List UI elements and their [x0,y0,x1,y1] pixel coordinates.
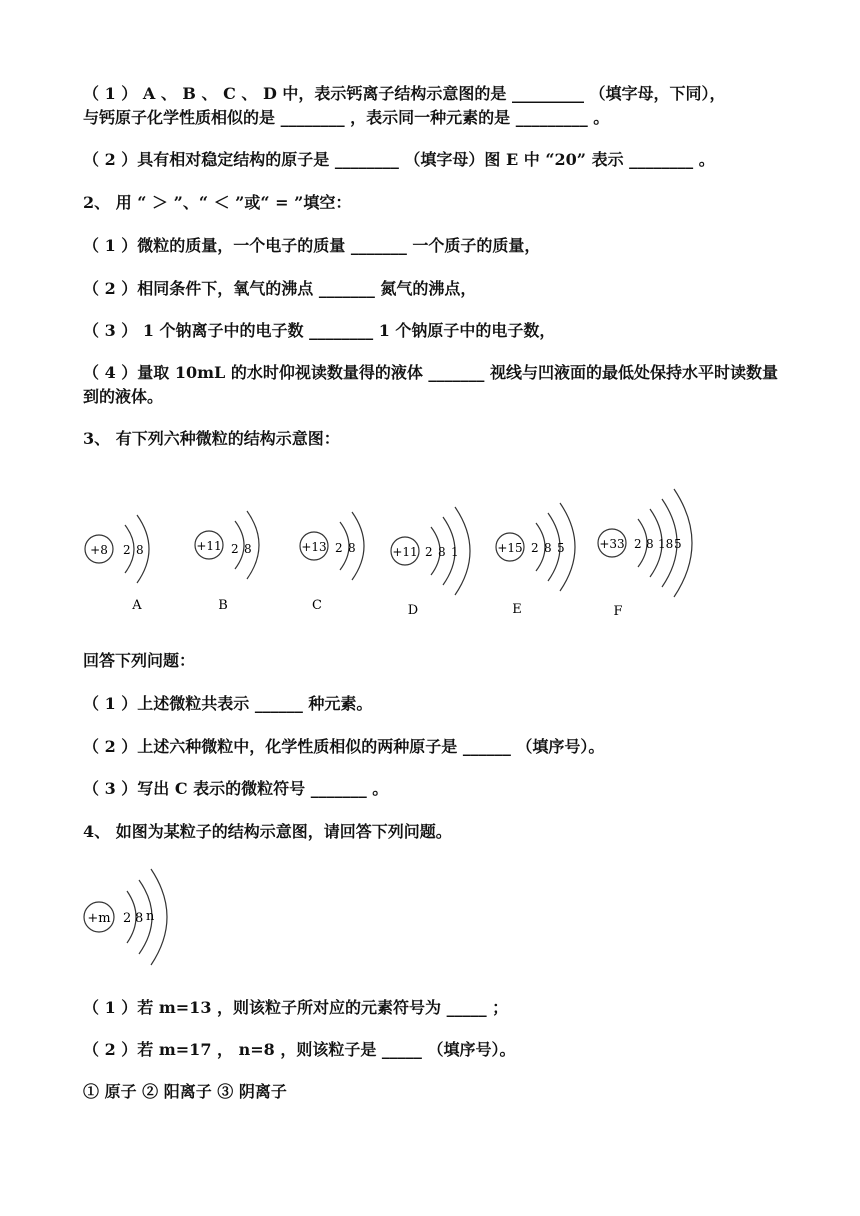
q4-item-1: （ 1 ）若 m=13 ，则该粒子所对应的元素符号为 _____ ； [83,998,509,1017]
particle-f-shell-2: 8 [646,537,654,551]
q3-item-3: （ 3 ）写出 C 表示的微粒符号 _______ 。 [83,779,389,798]
q2-item-4: （ 4 ）量取 10mL 的水时仰视读数量得的液体 _______ 视线与凹液面的最低处保持水平时读数量到的液体。 [83,363,779,406]
particle-d-nucleus: +11 [392,545,418,559]
particle-f-nucleus: +33 [599,537,625,551]
particle-diagrams [75,475,715,625]
q3-answer-title: 回答下列问题： [83,651,196,670]
q4-shell-2: 8 [135,911,144,926]
particle-e-shell-3: 5 [557,541,565,555]
particle-f-shell-3: 18 [658,537,674,551]
particle-d [391,507,470,618]
particle-a-shell-2: 8 [136,543,144,557]
particle-b-shell-2: 8 [244,542,252,556]
q1-line-3: （ 2 ）具有相对稳定结构的原子是 ________ （填字母）图 E 中 “20” 表示 ________ 。 [83,150,715,169]
particle-e-shell-2: 8 [544,541,552,555]
q4-shell-3: n [146,909,155,924]
particle-a-nucleus: +8 [90,543,108,557]
q1-line-2: 与钙原子化学性质相似的是 ________ ，表示同一种元素的是 _________ 。 [83,108,610,127]
q4-nucleus: +m [87,911,111,926]
particle-d-label: D [407,603,419,618]
q2-title: 2、 用 “ ＞ ”、“ ＜ ”或“ = ”填空： [83,193,352,212]
q3-title: 3、 有下列六种微粒的结构示意图： [83,429,340,448]
q3-item-2: （ 2 ）上述六种微粒中，化学性质相似的两种原子是 ______ （填序号）。 [83,737,605,756]
particle-a [85,515,149,613]
particle-d-shell-2: 8 [438,545,446,559]
q4-options: ① 原子 ② 阳离子 ③ 阴离子 [83,1082,287,1101]
particle-e-nucleus: +15 [497,541,523,555]
particle-c-nucleus: +13 [301,540,327,554]
particle-e [496,503,575,617]
particle-c [300,512,364,613]
particle-c-shell-2: 8 [348,541,356,555]
particle-f-label: F [613,604,623,619]
particle-b-nucleus: +11 [196,539,222,553]
particle-e-shell-1: 2 [531,541,539,555]
q4-title: 4、 如图为某粒子的结构示意图，请回答下列问题。 [83,822,452,841]
particle-b-label: B [218,598,228,613]
particle-f [598,489,692,619]
particle-c-shell-1: 2 [335,541,343,555]
particle-f-shell-4: 5 [674,537,682,551]
particle-c-label: C [312,598,322,613]
q2-item-2: （ 2 ）相同条件下，氧气的沸点 _______ 氮气的沸点， [83,279,477,298]
particle-f-shell-1: 2 [634,537,642,551]
particle-a-label: A [132,598,142,613]
q2-item-1: （ 1 ）微粒的质量，一个电子的质量 _______ 一个质子的质量， [83,236,541,255]
q4-structure-diagram [75,862,185,972]
q1-line-1: （ 1 ） A 、 B 、 C 、 D 中，表示钙离子结构示意图的是 _________ （填字母，下同）， [83,84,726,103]
particle-a-shell-1: 2 [123,543,131,557]
particle-d-shell-3: 1 [451,545,459,559]
particle-b-shell-1: 2 [231,542,239,556]
q3-item-1: （ 1 ）上述微粒共表示 ______ 种元素。 [83,694,373,713]
q4-item-2: （ 2 ）若 m=17 ， n=8 ，则该粒子是 _____ （填序号）。 [83,1040,516,1059]
q2-item-3: （ 3 ） 1 个钠离子中的电子数 ________ 1 个钠原子中的电子数， [83,321,556,340]
particle-e-label: E [512,602,522,617]
q4-shell-1: 2 [123,911,132,926]
particle-b [195,511,259,613]
particle-d-shell-1: 2 [425,545,433,559]
